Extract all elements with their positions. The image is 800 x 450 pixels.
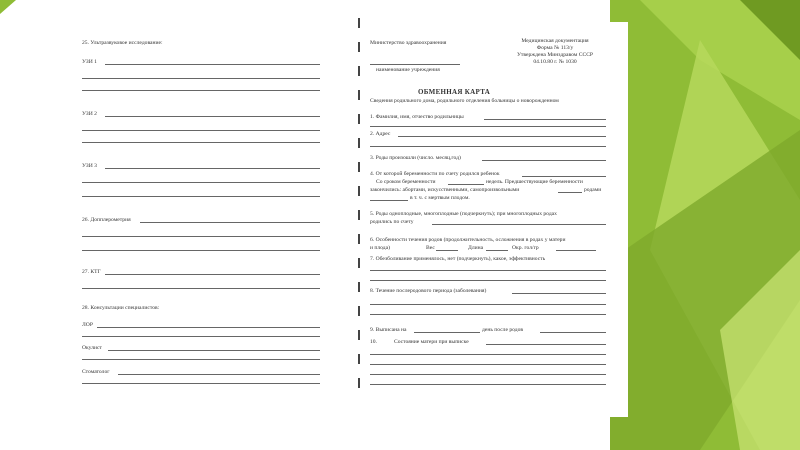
item-4-label: 4. От которой беременности по счету родился ребенок	[370, 171, 500, 177]
uzi-1-line	[105, 64, 320, 65]
specialist-dentist-label: Стоматолог	[82, 369, 110, 375]
item-4-line	[522, 176, 606, 177]
oculist-line	[108, 350, 320, 351]
ktg-label: 27. КТГ	[82, 269, 101, 275]
doc-line-4: 04.10.80 г. № 1030	[533, 59, 577, 65]
ktg-line	[105, 274, 320, 275]
item-10-label: Состояние матери при выписке	[394, 339, 469, 345]
item-9-line	[414, 332, 480, 333]
specialist-lor-label: ЛОР	[82, 322, 93, 328]
item-3-label: 3. Роды произошли (число. месяц,год)	[370, 155, 461, 161]
item-6-head-line	[556, 250, 596, 251]
blank-line	[370, 374, 606, 375]
uzi-3-label: УЗИ 3	[82, 163, 97, 169]
doppler-line	[140, 222, 320, 223]
specialist-oculist-label: Окулист	[82, 345, 102, 351]
blank-line	[82, 236, 320, 237]
uzi-2-line	[105, 116, 320, 117]
item-7-label: 7. Обезболивание применялось, нет (подчеркнуть), какое, эффективность	[370, 256, 546, 262]
item-10-number: 10.	[370, 339, 377, 345]
item-10-line	[486, 344, 606, 345]
page-divider	[357, 18, 361, 418]
blank-line	[82, 130, 320, 131]
blank-line	[370, 270, 606, 271]
item-4-term-line	[448, 184, 484, 185]
item-6-weight-line	[436, 250, 458, 251]
institution-caption: наименование учреждения	[376, 67, 440, 73]
item-9-label: 9. Выписана на	[370, 327, 407, 333]
item-4-births-label: родами	[584, 187, 602, 193]
item-2-label: 2. Адрес	[370, 131, 391, 137]
uzi-2-label: УЗИ 2	[82, 111, 97, 117]
blank-line	[370, 126, 606, 127]
dentist-line	[118, 374, 320, 375]
blank-line	[82, 142, 320, 143]
ministry-label: Министерство здравоохранения	[370, 40, 447, 46]
item-6-length-label: Длина	[468, 245, 484, 251]
lor-line	[97, 327, 320, 328]
blank-line	[82, 359, 320, 360]
item-5-line	[432, 224, 606, 225]
blank-line	[82, 196, 320, 197]
blank-line	[82, 78, 320, 79]
item-4-abortions-line	[558, 192, 582, 193]
document-subtitle: Сведения родильного дома, родильного отделения больницы о новорожденном	[370, 98, 559, 104]
item-1-line	[484, 119, 606, 120]
item-1-label: 1. Фамилия, имя, отчество родильницы	[370, 114, 464, 120]
document-title: ОБМЕННАЯ КАРТА	[418, 88, 491, 96]
doc-line-2: Форма № 113/у	[536, 45, 574, 51]
ultrasound-heading: 25. Ультразвуковое исследование:	[82, 40, 163, 46]
uzi-1-label: УЗИ 1	[82, 59, 97, 65]
item-4-stillborn-line	[370, 200, 408, 201]
blank-line	[370, 304, 606, 305]
item-6-head-label: Окр. гол/гр	[512, 245, 539, 251]
item-4-term-label: Со сроком беременности	[376, 179, 436, 185]
item-6-fetus-label: и плода)	[370, 245, 391, 251]
blank-line	[82, 250, 320, 251]
item-6-weight-label: Вес	[426, 245, 435, 251]
item-3-line	[482, 160, 606, 161]
doppler-label: 26. Допплерометрия	[82, 217, 131, 223]
blank-line	[370, 384, 606, 385]
item-9-day-line	[540, 332, 606, 333]
blank-line	[82, 336, 320, 337]
blank-line	[370, 364, 606, 365]
blank-line	[370, 354, 606, 355]
item-6-label: 6. Особенности течения родов (продолжительность, осложнения в родах у матери	[370, 237, 566, 243]
item-5-label: 5. Роды одноплодные, многоплодные (подчеркнуть); при многоплодных родах	[370, 211, 557, 217]
blank-line	[82, 90, 320, 91]
item-4-stillborn-label: в т. ч. с мертвым плодом.	[410, 195, 470, 201]
item-5-order-label: родились по счету	[370, 219, 414, 225]
doc-line-3: Утверждена Минздравом СССР	[516, 52, 594, 58]
blank-line	[82, 288, 320, 289]
item-4-weeks-label: недель. Предшествующие беременности	[486, 179, 583, 185]
blank-line	[370, 314, 606, 315]
item-4-abortions-label: закончились: абортами, искусственными, самопроизвольными	[370, 187, 520, 193]
document-scan	[58, 22, 628, 417]
document-info	[500, 38, 610, 66]
blank-line	[370, 146, 606, 147]
item-2-line	[398, 136, 606, 137]
institution-line	[370, 64, 460, 65]
blank-line	[82, 182, 320, 183]
uzi-3-line	[105, 168, 320, 169]
consultations-heading: 28. Консультации специалистов:	[82, 305, 160, 311]
item-6-length-line	[486, 250, 508, 251]
item-9-day-label: день после родов	[482, 327, 524, 333]
item-8-line	[512, 293, 606, 294]
blank-line	[82, 383, 320, 384]
item-8-label: 8. Течение послеродового периода (заболевания)	[370, 288, 487, 294]
doc-line-1: Медицинская документация	[521, 38, 589, 44]
blank-line	[370, 280, 606, 281]
